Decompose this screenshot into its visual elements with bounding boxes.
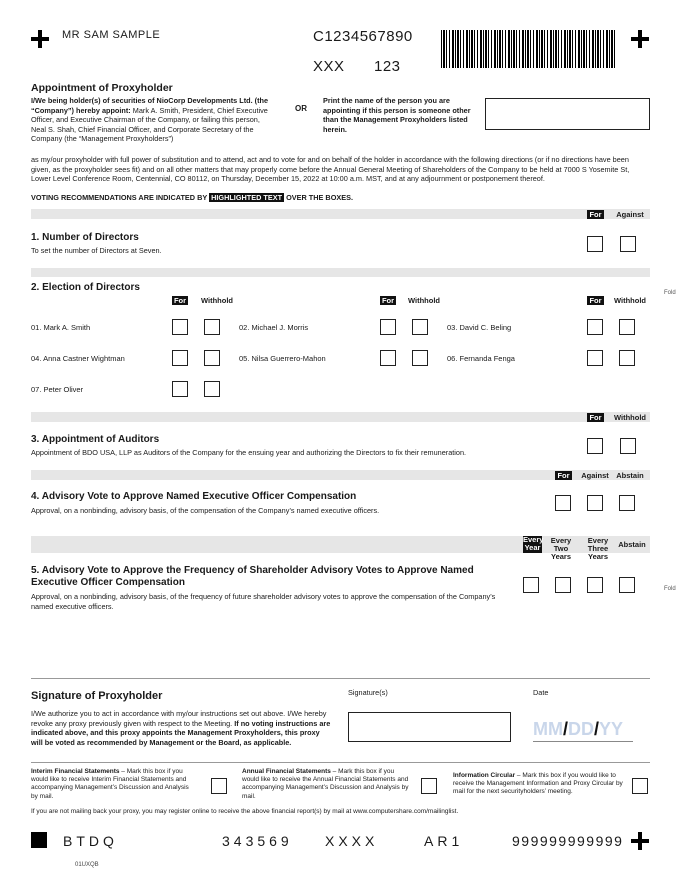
item3-title: 3. Appointment of Auditors	[31, 434, 160, 445]
appointment-intro: I/We being holder(s) of securities of NioCorp Developments Ltd. (the “Company”) hereby appoint: Mark A. Smith, President, Chief Executive Officer, and Executive Chairman of the Company, or failing this person, Neal S. Shah, Chief Financial Officer, and Corporate Secretary of the Company (the “Management Proxyholders”)	[31, 96, 269, 143]
nominee-02-for-checkbox[interactable]	[380, 319, 396, 335]
proxyholder-name-input[interactable]	[485, 98, 650, 130]
item5-every-three-checkbox[interactable]	[587, 577, 603, 593]
item3-withhold-checkbox[interactable]	[620, 438, 636, 454]
col1-for-header: For	[173, 296, 187, 305]
signature-title: Signature of Proxyholder	[31, 690, 163, 702]
footer-code-4: AR1	[424, 833, 464, 849]
col3-withhold-header: Withhold	[613, 296, 646, 305]
nominee-07-withhold-checkbox[interactable]	[204, 381, 220, 397]
item5-abstain-checkbox[interactable]	[619, 577, 635, 593]
black-square-mark	[31, 832, 47, 848]
nominee-label: 01. Mark A. Smith	[31, 323, 91, 332]
footer-code-1: BTDQ	[63, 833, 118, 849]
interim-checkbox[interactable]	[211, 778, 227, 794]
form-code: 01UXQB	[75, 862, 99, 868]
barcode-image	[441, 30, 616, 68]
item1-for-checkbox[interactable]	[587, 236, 603, 252]
item5-title: 5. Advisory Vote to Approve the Frequency of Shareholder Advisory Votes to Approve Named Executive Officer Compensation	[31, 565, 474, 588]
item2-title: 2. Election of Directors	[31, 282, 140, 293]
footer-code-2: 343569	[222, 833, 293, 849]
registration-cross-icon	[31, 30, 49, 48]
item4-against-checkbox[interactable]	[587, 495, 603, 511]
signature-text: I/We authorize you to act in accordance with my/our instructions set out above. I/We hereby revoke any proxy previously given with respect to the Meeting. If no voting instructions are indicated above, and this proxy appoints the Management Proxyholders, this proxy will be voted as recommended by Management or the Board, as applicable.	[31, 709, 331, 747]
item1-desc: To set the number of Directors at Seven.	[31, 246, 162, 255]
item5-every-two-checkbox[interactable]	[555, 577, 571, 593]
voting-recommendation-note: VOTING RECOMMENDATIONS ARE INDICATED BY HIGHLIGHTED TEXT OVER THE BOXES.	[31, 193, 353, 202]
circular-checkbox[interactable]	[632, 778, 648, 794]
item3-for-checkbox[interactable]	[587, 438, 603, 454]
item1-band	[31, 209, 650, 219]
nominee-label: 05. Nilsa Guerrero-Mahon	[239, 354, 326, 363]
annual-checkbox[interactable]	[421, 778, 437, 794]
nominee-label: 04. Anna Castner Wightman	[31, 354, 125, 363]
registration-cross-icon	[631, 832, 649, 850]
annual-text: Annual Financial Statements – Mark this box if you would like to receive the Annual Financial Statements and accompanying Management’s Discussion and Analysis by mail.	[242, 768, 409, 800]
item5-desc: Approval, on a nonbinding, advisory basis, of the frequency of future shareholder advisory votes to approve the compensation of the Company’s named executive officers.	[31, 592, 496, 611]
nominee-04-withhold-checkbox[interactable]	[204, 350, 220, 366]
nominee-label: 03. David C. Beling	[447, 323, 512, 332]
interim-text: Interim Financial Statements – Mark this box if you would like to receive Interim Financial Statements and accompanying Management’s Discussion and Analysis by mail.	[31, 768, 189, 800]
code-left: XXX	[313, 58, 345, 75]
nominee-04-for-checkbox[interactable]	[172, 350, 188, 366]
item5-every-two-header: Every Two Years	[550, 536, 572, 561]
item4-title: 4. Advisory Vote to Approve Named Executive Officer Compensation	[31, 491, 357, 502]
item3-desc: Appointment of BDO USA, LLP as Auditors of the Company for the ensuing year and authorizing the Directors to fix their remuneration.	[31, 448, 467, 457]
nominee-label: 02. Michael J. Morris	[239, 323, 309, 332]
date-input[interactable]: MM/DD/YY	[533, 719, 624, 739]
or-label: OR	[295, 104, 307, 113]
online-note: If you are not mailing back your proxy, you may register online to receive the above financial report(s) by mail at www.computershare.com/mailinglist.	[31, 808, 459, 815]
signature-rule	[31, 678, 650, 679]
nominee-06-withhold-checkbox[interactable]	[619, 350, 635, 366]
nominee-02-withhold-checkbox[interactable]	[412, 319, 428, 335]
registration-cross-icon	[631, 30, 649, 48]
item4-abstain-header: Abstain	[616, 471, 644, 480]
item4-against-header: Against	[581, 471, 609, 480]
col1-withhold-header: Withhold	[200, 296, 233, 305]
item5-every-three-header: Every Three Years	[587, 536, 609, 561]
item5-every-year-header: Every Year	[523, 535, 544, 552]
nominee-05-withhold-checkbox[interactable]	[412, 350, 428, 366]
item4-abstain-checkbox[interactable]	[619, 495, 635, 511]
code-right: 123	[374, 58, 401, 75]
appointment-title: Appointment of Proxyholder	[31, 82, 173, 94]
fold-mark: Fold	[664, 290, 676, 296]
nominee-01-withhold-checkbox[interactable]	[204, 319, 220, 335]
fold-mark: Fold	[664, 586, 676, 592]
print-name-instructions: Print the name of the person you are appointing if this person is someone other than the Management Proxyholders listed herein.	[323, 96, 471, 134]
footer-code-3: XXXX	[325, 833, 379, 849]
nominee-05-for-checkbox[interactable]	[380, 350, 396, 366]
item2-band	[31, 268, 650, 277]
holder-name: MR SAM SAMPLE	[62, 29, 161, 41]
item3-withhold-header: Withhold	[613, 413, 646, 422]
nominee-01-for-checkbox[interactable]	[172, 319, 188, 335]
item1-for-header: For	[587, 210, 604, 219]
signature-input[interactable]	[348, 712, 511, 742]
date-label: Date	[533, 688, 549, 697]
nominee-07-for-checkbox[interactable]	[172, 381, 188, 397]
item4-desc: Approval, on a nonbinding, advisory basis, of the compensation of the Company’s named executive officers.	[31, 506, 380, 515]
date-underline	[533, 741, 633, 742]
item3-for-header: For	[587, 413, 604, 422]
control-number: C1234567890	[313, 28, 413, 45]
nominee-label: 07. Peter Oliver	[31, 385, 84, 394]
nominee-06-for-checkbox[interactable]	[587, 350, 603, 366]
col2-withhold-header: Withhold	[407, 296, 440, 305]
col3-for-header: For	[587, 296, 604, 305]
nominee-label: 06. Fernanda Fenga	[447, 354, 515, 363]
nominee-03-withhold-checkbox[interactable]	[619, 319, 635, 335]
item3-band	[31, 412, 650, 422]
mailing-rule	[31, 762, 650, 763]
col2-for-header: For	[381, 296, 395, 305]
item5-abstain-header: Abstain	[618, 540, 646, 549]
item1-title: 1. Number of Directors	[31, 232, 139, 243]
item5-every-year-checkbox[interactable]	[523, 577, 539, 593]
item4-for-checkbox[interactable]	[555, 495, 571, 511]
item1-against-header: Against	[616, 210, 644, 219]
item4-for-header: For	[555, 471, 572, 480]
footer-code-5: 999999999999	[512, 833, 624, 849]
nominee-03-for-checkbox[interactable]	[587, 319, 603, 335]
signature-label: Signature(s)	[348, 688, 388, 697]
item1-against-checkbox[interactable]	[620, 236, 636, 252]
appointment-body: as my/our proxyholder with full power of substitution and to attend, act and to vote for and on behalf of the holder in accordance with the following directions (or if no directions have been given, as the proxyholder sees fit) and on all other matters that may properly come before the Annual General Meeting of Shareholders of the Company to be held at 7000 S Yosemite St, Lower Level Conference Room, Centennial, CO 80112, on Thursday, December 15, 2022 at 10:00 a.m. MST, and at any adjournment or postponement thereof.	[31, 155, 630, 183]
circular-text: Information Circular – Mark this box if you would like to receive the Management Information and Proxy Circular by mail for the next securityholders’ meeting.	[453, 772, 623, 796]
